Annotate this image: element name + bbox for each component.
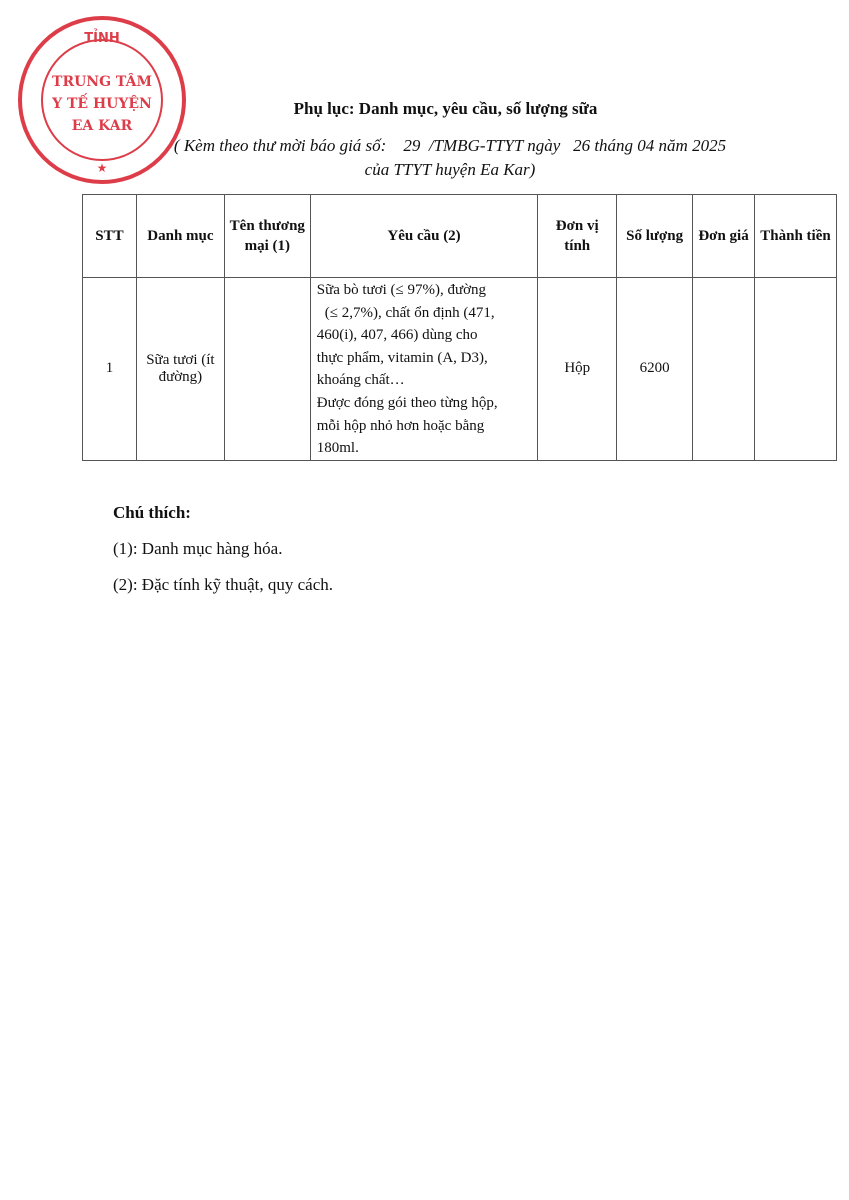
- cell-requirement: [310, 278, 538, 461]
- doc-day: 26: [573, 136, 591, 155]
- requirement-line: Được đóng gói theo từng hộp,: [316, 394, 498, 411]
- cell-unit: Hộp: [538, 278, 617, 461]
- note-item-1: (1): Danh mục hàng hóa.: [113, 539, 283, 558]
- requirement-line: thực phẩm, vitamin (A, D3),: [316, 349, 488, 366]
- doc-date-rest: tháng 04 năm 2025: [594, 136, 727, 155]
- col-header-total: Thành tiền: [755, 195, 837, 278]
- notes-heading: Chú thích:: [113, 503, 191, 522]
- requirement-line: 460(i), 407, 466) dùng cho: [316, 327, 478, 344]
- table-header-row: [83, 195, 837, 278]
- stamp-line-1: TRUNG TÂM: [52, 74, 152, 90]
- page-subtitle: [120, 134, 780, 182]
- cell-unit-price: [693, 278, 755, 461]
- stamp-line-2: Y TẾ HUYỆN: [52, 96, 152, 112]
- requirement-line: (≤ 2,7%), chất ổn định (471,: [324, 304, 495, 321]
- col-header-category: Danh mục: [136, 195, 224, 278]
- cell-quantity: 6200: [617, 278, 693, 461]
- cell-category: Sữa tươi (ít đường): [136, 278, 224, 461]
- requirements-table: [82, 194, 837, 461]
- doc-code: /TMBG-TTYT ngày: [428, 136, 561, 155]
- stamp-top-text: TỈNH: [84, 31, 120, 46]
- notes-section: [113, 495, 333, 603]
- requirement-line: mỗi hộp nhỏ hơn hoặc bằng: [316, 417, 485, 434]
- col-header-unit-price: Đơn giá: [693, 195, 755, 278]
- stamp-star-icon: ★: [96, 161, 108, 175]
- subtitle-line-2: của TTYT huyện Ea Kar): [364, 160, 536, 179]
- subtitle-line-1: [120, 134, 780, 158]
- col-header-stt: STT: [83, 195, 137, 278]
- page-title: Phụ lục: Danh mục, yêu cầu, số lượng sữa: [293, 99, 598, 118]
- requirement-line: Sữa bò tươi (≤ 97%), đường: [316, 282, 487, 298]
- requirement-line: 180ml.: [316, 440, 359, 457]
- col-header-quantity: Số lượng: [617, 195, 693, 278]
- col-header-unit: Đơn vị tính: [538, 195, 617, 278]
- table-row: [83, 278, 837, 461]
- cell-stt: 1: [83, 278, 137, 461]
- cell-trade-name: [224, 278, 310, 461]
- requirement-line: khoáng chất…: [316, 372, 405, 389]
- col-header-requirement: Yêu cầu (2): [310, 195, 538, 278]
- col-header-trade-name: Tên thương mại (1): [224, 195, 310, 278]
- note-item-2: (2): Đặc tính kỹ thuật, quy cách.: [113, 575, 333, 594]
- subtitle-prefix: ( Kèm theo thư mời báo giá số:: [173, 136, 387, 155]
- stamp-line-3: EA KAR: [71, 118, 133, 134]
- cell-total: [755, 278, 837, 461]
- doc-number: 29: [403, 136, 421, 155]
